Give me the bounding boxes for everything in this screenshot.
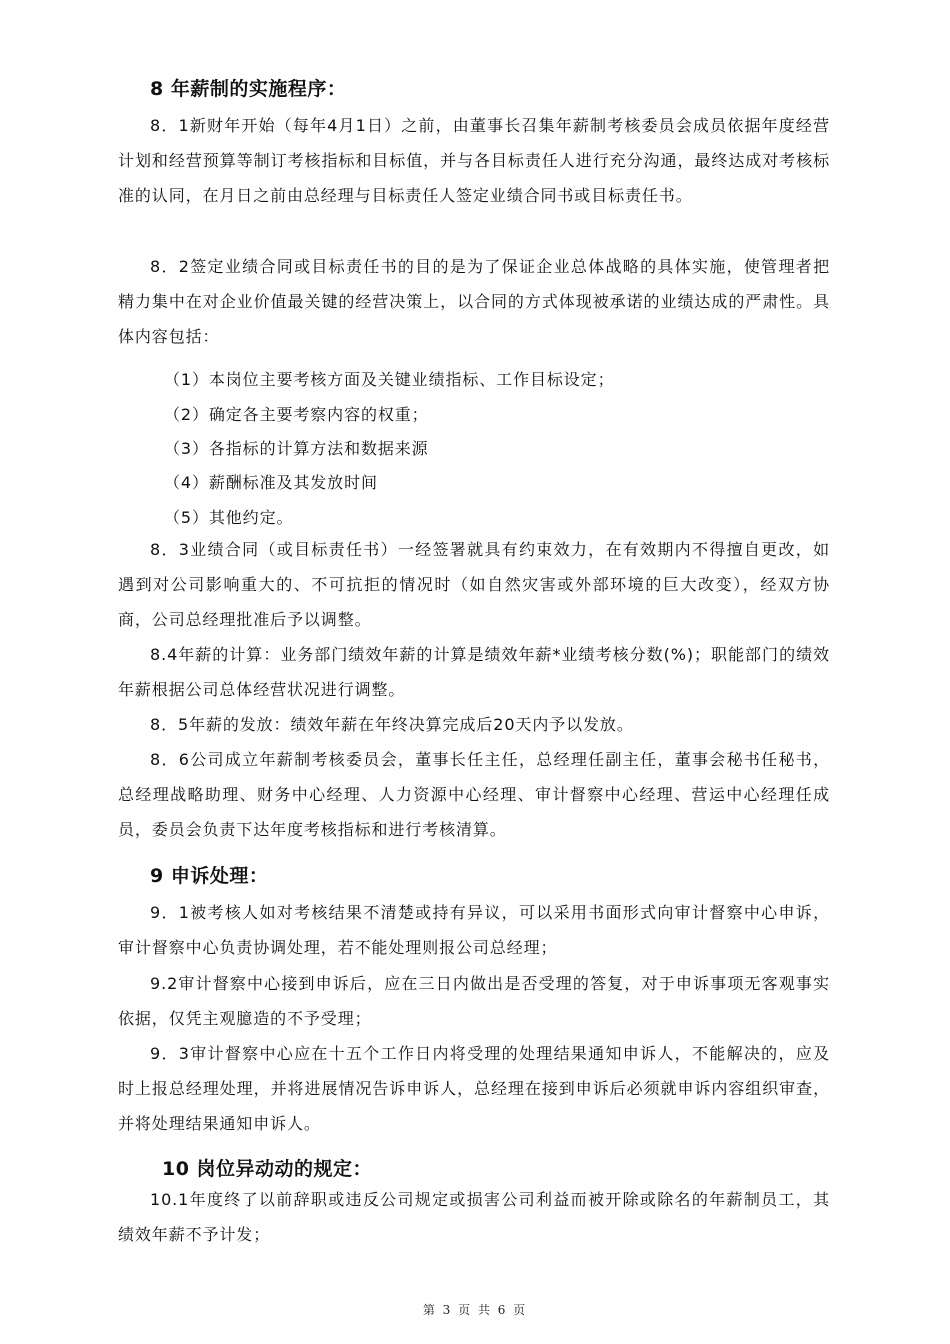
paragraph-8-2: 8．2签定业绩合同或目标责任书的目的是为了保证企业总体战略的具体实施，使管理者把精力集中在对企业价值最关键的经营决策上，以合同的方式体现被承诺的业绩达成的严肃性。具体内容包括： <box>118 257 830 346</box>
list-item-1: （1）本岗位主要考核方面及关键业绩指标、工作目标设定； <box>164 370 615 389</box>
page-number-footer: 第 3 页 共 6 页 <box>422 1303 528 1317</box>
section-8-heading: 8 年薪制的实施程序： <box>150 78 347 100</box>
list-item-4: （4）薪酬标准及其发放时间 <box>164 473 378 492</box>
paragraph-8-1: 8．1新财年开始（每年4月1日）之前，由董事长召集年薪制考核委员会成员依据年度经营计划和经营预算等制订考核指标和目标值，并与各目标责任人进行充分沟通，最终达成对考核标准的认同，在月日之前由总经理与目标责任人签定业绩合同书或目标责任书。 <box>118 116 830 205</box>
paragraph-9-1: 9．1被考核人如对考核结果不清楚或持有异议，可以采用书面形式向审计督察中心申诉，审计督察中心负责协调处理，若不能处理则报公司总经理； <box>118 903 830 957</box>
paragraph-8-3: 8．3业绩合同（或目标责任书）一经签署就具有约束效力，在有效期内不得擅自更改，如遇到对公司影响重大的、不可抗拒的情况时（如自然灾害或外部环境的巨大改变），经双方协商，公司总经理批准后予以调整。 <box>118 540 830 629</box>
paragraph-9-2: 9.2审计督察中心接到申诉后，应在三日内做出是否受理的答复，对于申诉事项无客观事实依据，仅凭主观臆造的不予受理； <box>118 974 830 1028</box>
paragraph-9-3: 9．3审计督察中心应在十五个工作日内将受理的处理结果通知申诉人，不能解决的，应及时上报总经理处理，并将进展情况告诉申诉人，总经理在接到申诉后必须就申诉内容组织审查，并将处理结果通知申诉人。 <box>118 1044 830 1133</box>
paragraph-10-1: 10.1年度终了以前辞职或违反公司规定或损害公司利益而被开除或除名的年薪制员工，其绩效年薪不予计发； <box>118 1190 830 1244</box>
section-9-heading: 9 申诉处理： <box>150 865 269 887</box>
paragraph-8-5: 8．5年薪的发放：绩效年薪在年终决算完成后20天内予以发放。 <box>150 715 634 734</box>
section-10-heading: 10 岗位异动动的规定： <box>162 1158 373 1180</box>
list-item-3: （3）各指标的计算方法和数据来源 <box>164 439 429 458</box>
list-item-5: （5）其他约定。 <box>164 508 294 527</box>
list-item-2: （2）确定各主要考察内容的权重； <box>164 405 429 424</box>
paragraph-8-4: 8.4年薪的计算：业务部门绩效年薪的计算是绩效年薪*业绩考核分数(%)；职能部门的绩效年薪根据公司总体经营状况进行调整。 <box>118 645 830 699</box>
paragraph-8-6: 8．6公司成立年薪制考核委员会，董事长任主任，总经理任副主任，董事会秘书任秘书，总经理战略助理、财务中心经理、人力资源中心经理、审计督察中心经理、营运中心经理任成员，委员会负责下达年度考核指标和进行考核清算。 <box>118 750 830 839</box>
